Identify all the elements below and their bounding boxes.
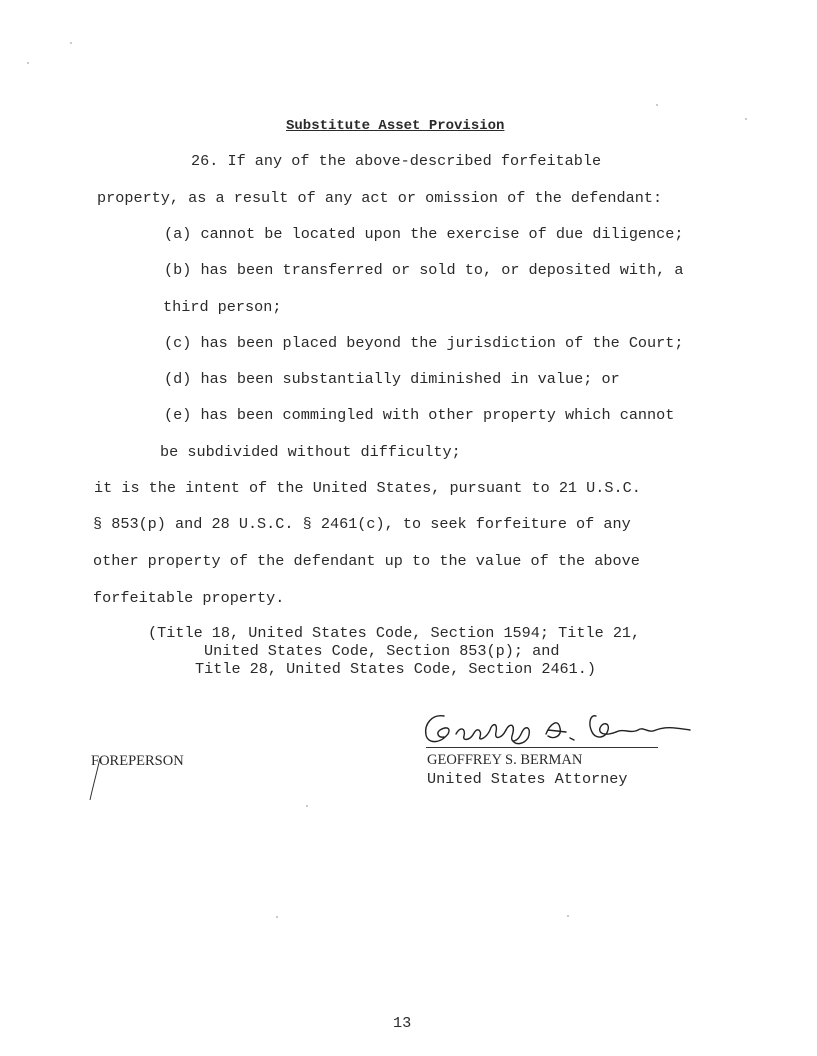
paragraph-26-line-2: property, as a result of any act or omission of the defendant: (97, 189, 663, 207)
foreperson-label: FOREPERSON (91, 753, 184, 769)
item-d: (d) has been substantially diminished in value; or (164, 370, 620, 388)
item-e-line-1: (e) has been commingled with other property which cannot (164, 406, 675, 424)
intent-line-2: § 853(p) and 28 U.S.C. § 2461(c), to seek forfeiture of any (93, 515, 631, 533)
citation-line-3: Title 28, United States Code, Section 2461.) (195, 660, 597, 678)
attorney-name: GEOFFREY S. BERMAN (427, 752, 583, 768)
item-b-line-2: third person; (163, 298, 282, 316)
item-a: (a) cannot be located upon the exercise of due diligence; (164, 225, 684, 243)
attorney-signature (420, 708, 700, 750)
paragraph-26-line-1: 26. If any of the above-described forfeitable (191, 152, 602, 170)
page-number: 13 (393, 1014, 412, 1032)
item-e-line-2: be subdivided without difficulty; (160, 443, 461, 461)
item-c: (c) has been placed beyond the jurisdiction of the Court; (164, 334, 684, 352)
section-heading: Substitute Asset Provision (286, 118, 505, 134)
attorney-title: United States Attorney (427, 770, 628, 788)
citation-line-1: (Title 18, United States Code, Section 1594; Title 21, (148, 624, 641, 642)
signature-line (426, 747, 658, 748)
item-b-line-1: (b) has been transferred or sold to, or deposited with, a (164, 261, 684, 279)
intent-line-1: it is the intent of the United States, pursuant to 21 U.S.C. (94, 479, 641, 497)
intent-line-3: other property of the defendant up to the value of the above (93, 552, 640, 570)
intent-line-4: forfeitable property. (93, 589, 285, 607)
foreperson-pen-mark (88, 756, 102, 802)
citation-line-2: United States Code, Section 853(p); and (204, 642, 560, 660)
